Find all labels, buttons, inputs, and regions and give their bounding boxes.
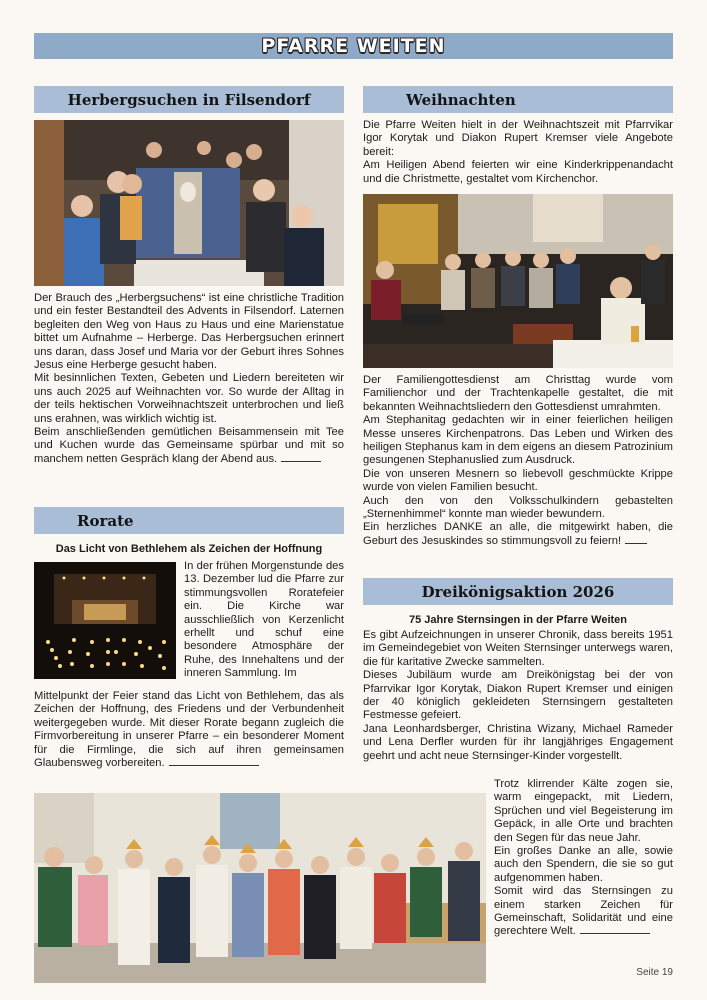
paragraph-text: Mittelpunkt der Feier stand das Licht von Bethlehem, das als Zeichen der Hoffnung, des Friedens und der Verbundenheit weitergegeben wurde. Mit dieser Rorate begann zugleich die Firmvorbereitung in unserer Pfarre – ein besonderer Moment für die Firmlinge, die sich auf ihren gemeinsamen Glaubensweg vorbereiten. <box>34 690 344 770</box>
paragraph: Der Familiengottesdienst am Christtag wurde vom Familienchor und der Trachtenkapelle gestaltet, die mit bekannten Weihnachtsliedern den Gottesdienst umrahmten. <box>363 374 673 413</box>
weihnachten-text-intro <box>363 119 673 186</box>
page-number: Seite 19 <box>636 967 673 978</box>
end-rule <box>169 757 259 766</box>
photo-rorate <box>34 562 176 679</box>
end-rule <box>580 925 650 934</box>
photo-herbergsuchen <box>34 120 344 286</box>
paragraph: Jana Leonhardsberger, Christina Wizany, Michael Rameder und Lena Derfler wurden für ihr langjähriges Engagement geehrt und acht neue Sternsinger-Kinder vorgestellt. <box>363 722 673 762</box>
page-banner <box>34 33 673 59</box>
paragraph: Dieses Jubiläum wurde am Dreikönigstag bei der von Pfarrvikar Igor Korytak, Diakon Rupert Kremser und einigen der 40 königlich gekleideten Sternsingern gestalteten Festmesse gefeiert. <box>363 669 673 722</box>
paragraph: Am Heiligen Abend feierten wir eine Kinderkrippenandacht und die Christmette, gestaltet vom Kirchenchor. <box>363 159 673 185</box>
dreikoenig-subtitle: 75 Jahre Sternsingen in der Pfarre Weiten <box>408 614 628 626</box>
paragraph <box>494 885 673 939</box>
section-title: Rorate <box>77 511 134 530</box>
photo-weihnachten <box>363 194 673 368</box>
paragraph <box>34 426 344 466</box>
dreikoenig-text <box>363 629 673 763</box>
rorate-subtitle: Das Licht von Bethlehem als Zeichen der Hoffnung <box>55 543 323 555</box>
herbergsuchen-text <box>34 292 344 466</box>
weihnachten-text <box>363 374 673 548</box>
paragraph <box>363 521 673 548</box>
section-header-rorate <box>34 507 344 534</box>
section-title: Weihnachten <box>406 90 516 109</box>
paragraph-text: Im <box>284 667 297 680</box>
page-banner-title: PFARRE WEITEN <box>261 35 446 57</box>
paragraph: Die Pfarre Weiten hielt in der Weihnachtszeit mit Pfarrvikar Igor Korytak und Diakon Rupert Kremser viele Angebote bereit: <box>363 119 673 158</box>
paragraph-text: Beim anschließenden gemütlichen Beisammensein mit Tee und Kuchen wurde das Gemeinsame spürbar und mit so manchem netten Gespräch klang der Abend aus. <box>34 426 344 465</box>
paragraph: Es gibt Aufzeichnungen in unserer Chronik, dass bereits 1951 im Gemeindegebiet von Weiten Sternsinger unterwegs waren, die für karitative Zwecke sammelten. <box>363 629 673 668</box>
paragraph: Ein großes Danke an alle, sowie auch den Spendern, die sie so gut aufgenommen haben. <box>494 845 673 884</box>
paragraph-text: Ein herzliches DANKE an alle, die mitgewirkt haben, die Geburt des Jesuskindes so stimmungsvoll zu feiern! <box>363 521 673 547</box>
rorate-text <box>34 690 344 770</box>
paragraph-text: In der frühen Morgenstunde des 13. Dezember lud die Pfarre zur stimmungsvollen Roratefeier ein. Die Kirche war ausschließlich von Kerzenlicht erhellt und schuf eine besondere Atmosphäre der Ruhe, des Innehaltens und der inneren Sammlung. <box>184 560 344 680</box>
section-header-weihnachten <box>363 86 673 113</box>
dreikoenig-text-wrap <box>494 778 673 939</box>
end-rule <box>281 453 321 462</box>
end-rule <box>625 535 647 544</box>
paragraph: Auch den von den Volksschulkindern gebastelten „Sternenhimmel“ konnte man wieder bewundern. <box>363 494 673 521</box>
paragraph: Die von unseren Mesnern so liebevoll geschmückte Krippe wurde von vielen Familien besucht. <box>363 467 673 494</box>
rorate-text-wrap <box>184 560 344 681</box>
section-header-dreikoenigsaktion <box>363 578 673 605</box>
paragraph <box>184 560 344 681</box>
section-title: Herbergsuchen in Filsendorf <box>67 90 311 109</box>
paragraph-text: Somit wird das Sternsingen zu einem starken Zeichen für Gemeinschaft, Solidarität und eine gerechtere Welt. <box>494 885 673 938</box>
paragraph: Der Brauch des „Herbergsuchens“ ist eine christliche Tradition und ein fester Bestandteil des Advents in Filsendorf. Laternen begleiten den Weg von Haus zu Haus und eine Marienstatue bittet um Aufnahme – Herberge. Das Herbergsuchen erinnert uns daran, dass Josef und Maria vor der Geburt ihres Sohnes Jesus eine Herberge gesucht haben. <box>34 292 344 372</box>
paragraph <box>34 690 344 770</box>
paragraph: Am Stephanitag gedachten wir in einer feierlichen heiligen Messe unseres Kirchenpatrons. Das Leben und Wirken des heiligen Stephanus kam in dem eigens an diesem Patrozinium gesungenen Stephanuslied zum Ausdruck. <box>363 414 673 467</box>
paragraph: Trotz klirrender Kälte zogen sie, warm eingepackt, mit Liedern, Sprüchen und viel Begeisterung im Gepäck, in alle Orte und brachten den Segen für das neue Jahr. <box>494 778 673 844</box>
section-header-herbergsuchen <box>34 86 344 113</box>
paragraph: Mit besinnlichen Texten, Gebeten und Liedern bereiteten wir uns auch 2025 auf Weihnachten vor. So wurde der Alltag in der teils hektischen Vorweihnachtszeit unterbrochen und ließ uns erahnen, was wirklich wichtig ist. <box>34 372 344 425</box>
section-title: Dreikönigsaktion 2026 <box>421 582 615 601</box>
photo-sternsinger <box>34 793 486 983</box>
